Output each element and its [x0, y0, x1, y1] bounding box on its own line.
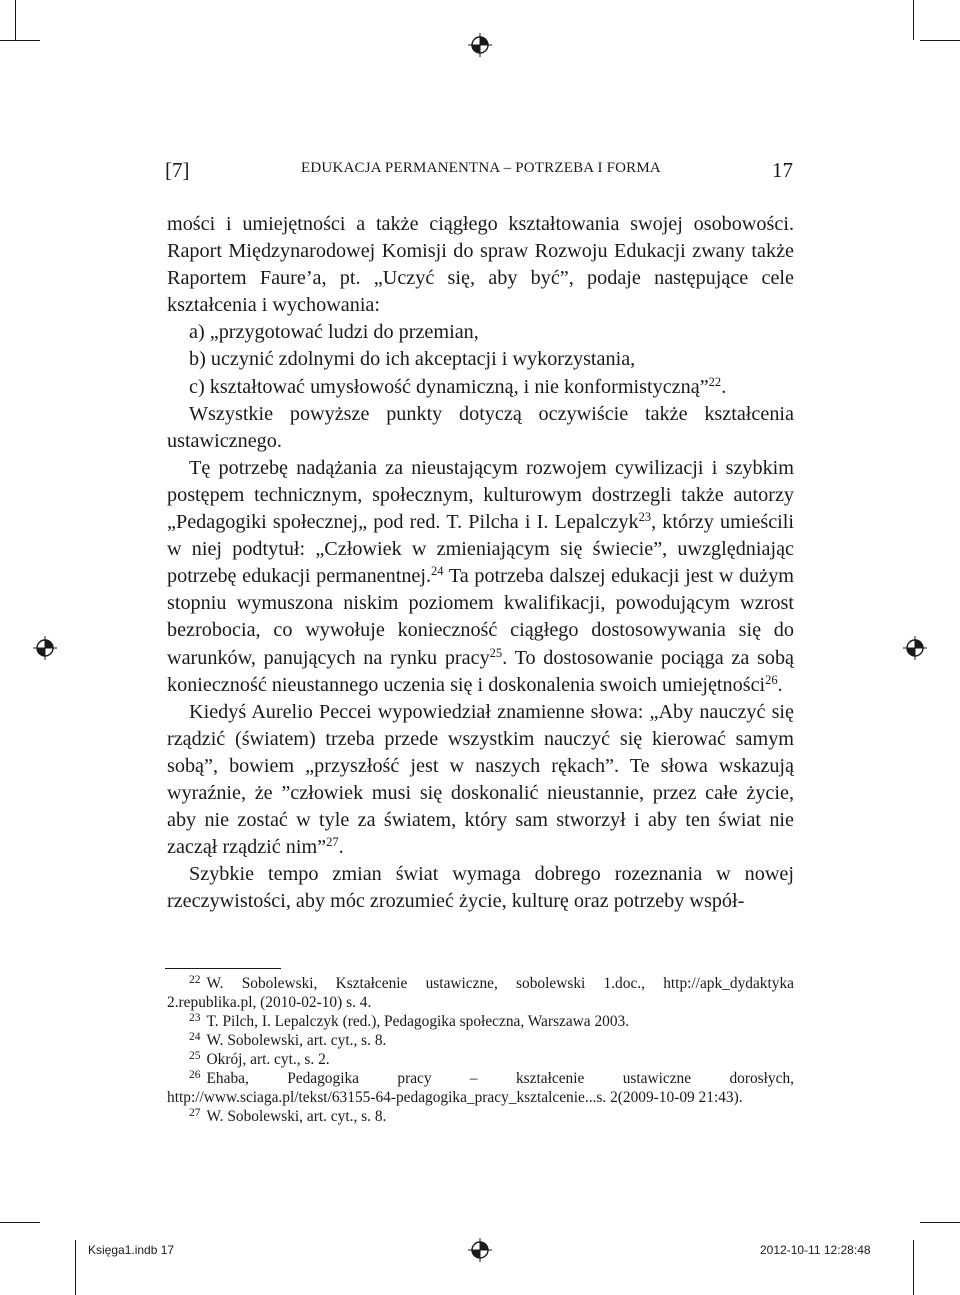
punctuation: . [338, 836, 344, 859]
crop-mark-top-right-vertical [913, 0, 914, 40]
list-item: a) „przygotować ludzi do przemian, [189, 321, 479, 344]
footnote-number: 22 [189, 973, 201, 986]
punctuation: . [777, 673, 783, 696]
footnote-text: W. Sobolewski, art. cyt., s. 8. [206, 1108, 387, 1125]
footnote-number: 26 [189, 1068, 201, 1081]
crop-mark-top-left-horizontal [0, 40, 40, 41]
paragraph [167, 699, 794, 862]
crop-mark-top-left-vertical [15, 0, 16, 40]
footnote-separator [165, 968, 281, 969]
footnote-number: 24 [189, 1030, 201, 1043]
paragraph-text: , którzy umieścili w niej podtytuł: „Człowiek w zmieniającym się świecie”, uwzględniając potrzebę edukacji permanentnej. [167, 511, 794, 588]
footnote-number: 25 [189, 1049, 201, 1062]
paragraph-text: Kiedyś Aurelio Peccei wypowiedział znamienne słowa: „Aby nauczyć się rządzić (światem) trzeba przede wszystkim nauczyć się kierować samym sobą”, bowiem „przyszłość jest w naszych rękach”. Te słowa wskazują wyraźnie, że ”człowiek musi się doskonalić nieustannie, przez całe życie, aby nie zostać w tyle za światem, który sam stworzył i aby ten świat nie zaczął rządzić nim” [167, 700, 794, 859]
paragraph [167, 211, 794, 319]
paragraph-text: Szybkie tempo zmian świat wymaga dobrego rozeznania w nowej rzeczywistości, aby móc zrozumieć życie, kulturę oraz potrzeby współ- [167, 863, 794, 913]
registration-crosshair-icon [468, 33, 492, 57]
paragraph-text: Wszystkie powyższe punkty dotyczą oczywiście także kształcenia ustawicznego. [167, 402, 794, 452]
footnote-ref[interactable]: 24 [431, 564, 444, 579]
footnote-ref[interactable]: 26 [765, 672, 778, 687]
paragraph-text: . To dostosowanie pociąga za sobą konieczność nieustannego uczenia się i doskonalenia swoich umiejętności [167, 646, 794, 696]
crop-mark-bottom-left-vertical [75, 1240, 76, 1295]
punctuation: . [721, 375, 727, 398]
body-text [167, 211, 794, 915]
footnote [167, 1012, 794, 1031]
paragraph [167, 401, 794, 455]
crop-mark-bottom-left-horizontal [0, 1222, 40, 1223]
section-number: [7] [165, 158, 190, 182]
list-item: b) uczynić zdolnymi do ich akceptacji i wykorzystania, [189, 348, 636, 371]
paragraph [167, 455, 794, 699]
footnote-number: 23 [189, 1011, 201, 1024]
slug-file: Księga1.indb 17 [88, 1243, 175, 1257]
footnote-text: Ehaba, Pedagogika pracy – kształcenie ustawiczne dorosłych, http://www.sciaga.pl/tekst/63155-64-pedagogika_pracy_ksztalcenie...s. 2(2009-10-09 21:43). [167, 1070, 794, 1106]
footnote [167, 1031, 794, 1050]
list-item-text: c) kształtować umysłowość dynamiczną, i nie konformistyczną” [189, 375, 709, 398]
footnote [167, 1107, 794, 1126]
footnote-text: Okrój, art. cyt., s. 2. [206, 1051, 330, 1068]
footnote-ref[interactable]: 23 [638, 510, 652, 525]
footnote-number: 27 [189, 1106, 201, 1119]
paragraph-text: Tę potrzebę nadążania za nieustającym rozwojem cywilizacji i szybkim postępem technicznym, społecznym, kulturowym dostrzegli także autorzy „Pedagogiki społecznej„ pod red. T. Pilcha i I. Lepalczyk [167, 456, 794, 534]
crop-mark-bottom-right-vertical [913, 1240, 914, 1295]
slug-timestamp: 2012-10-11 12:28:48 [760, 1243, 871, 1257]
page-number: 17 [772, 158, 793, 182]
paragraph [167, 861, 794, 915]
paragraph-text: Ta potrzeba dalszej edukacji jest w dużym stopniu wymuszona niskim poziomem kwalifikacji, powodującym wzrost bezrobocia, co wywołuje konieczność ciągłego dostosowywania się do warunków, panujących na rynku pracy [167, 565, 794, 669]
paragraph-text: mości i umiejętności a także ciągłego kształtowania swojej osobowości. Raport Międzynarodowej Komisji do spraw Rozwoju Edukacji zwany także Raportem Faure’a, pt. „Uczyć się, aby być”, podaje następujące cele kształcenia i wychowania: [167, 213, 794, 317]
crop-mark-bottom-right-horizontal [920, 1222, 960, 1223]
footnote-ref[interactable]: 25 [489, 645, 503, 660]
list-item [167, 374, 794, 401]
footnote-text: W. Sobolewski, art. cyt., s. 8. [206, 1032, 387, 1049]
footnote-text: T. Pilch, I. Lepalczyk (red.), Pedagogika społeczna, Warszawa 2003. [206, 1013, 630, 1030]
footnote-text: W. Sobolewski, Kształcenie ustawiczne, sobolewski 1.doc., http://apk_dydaktyka 2.republika.pl, (2010-02-10) s. 4. [167, 975, 794, 1011]
footnote [167, 1050, 794, 1069]
footnote-ref[interactable]: 22 [708, 374, 722, 389]
footnote [167, 974, 794, 1012]
registration-crosshair-icon [33, 636, 57, 660]
registration-crosshair-icon [468, 1238, 492, 1262]
footnotes [167, 974, 794, 1126]
running-title: EDUKACJA PERMANENTNA – POTRZEBA I FORMA [301, 160, 661, 176]
crop-mark-top-right-horizontal [920, 40, 960, 41]
footnote [167, 1069, 794, 1107]
footnote-ref[interactable]: 27 [326, 835, 339, 850]
registration-crosshair-icon [903, 636, 927, 660]
